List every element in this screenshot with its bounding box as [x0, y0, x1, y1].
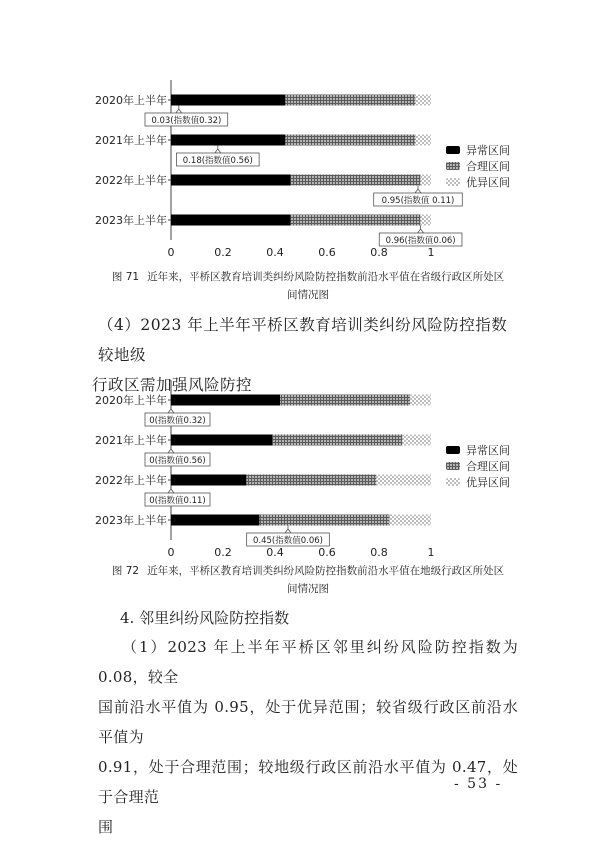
legend-swatch [446, 478, 460, 486]
x-tick-label: 0.6 [318, 246, 336, 259]
data-label: 0.45(指数值0.06) [253, 536, 323, 546]
data-label: 0.18(指数值0.56) [182, 156, 253, 166]
x-tick-label: 1 [427, 246, 435, 259]
legend-swatch [446, 446, 460, 454]
callout-arrow [418, 229, 424, 233]
paragraph-1-line4: 围 [98, 818, 114, 836]
data-label: 0(指数值0.56) [149, 456, 206, 466]
heading-4-line2: 行政区需加强风险防控 [92, 376, 253, 394]
legend-label: 优异区间 [466, 176, 510, 189]
bar-segment [389, 515, 431, 526]
callout-arrow [168, 449, 174, 453]
bar-segment [280, 395, 410, 406]
category-label: 2023年上半年 [95, 214, 167, 227]
bar-segment [376, 475, 431, 486]
legend-label: 合理区间 [466, 460, 510, 473]
bar-segment [285, 95, 415, 106]
x-tick-label: 0.8 [370, 246, 388, 259]
callout-arrow [168, 489, 174, 493]
chart-figure-71 [0, 80, 600, 270]
callout-arrow [215, 149, 221, 153]
data-label: 0.03(指数值0.32) [151, 116, 222, 126]
figure-72-caption [88, 562, 528, 598]
category-label: 2022年上半年 [95, 474, 167, 487]
bar-segment [415, 135, 431, 146]
bar-segment [259, 515, 389, 526]
bar-segment [171, 215, 291, 226]
page-number: - 53 - [454, 776, 503, 792]
paragraph-1-line1: （1）2023 年上半年平桥区邻里纠纷风险防控指数为 0.08，较全 [98, 638, 518, 686]
bar-segment [421, 215, 431, 226]
data-label: 0.96(指数值0.06) [385, 236, 456, 246]
bar-segment [415, 95, 431, 106]
bar-segment [272, 435, 402, 446]
callout-arrow [415, 189, 421, 193]
bar-segment [291, 175, 421, 186]
figure-72-caption-line2: 间情况图 [287, 583, 329, 595]
bar-segment [171, 475, 246, 486]
x-tick-label: 0 [167, 246, 175, 259]
figure-71-number: 图 71 [111, 271, 140, 283]
figure-71-caption-line1: 近年来，平桥区教育培训类纠纷风险防控指数前沿水平值在省级行政区所处区 [147, 271, 505, 283]
x-tick-label: 0.4 [266, 246, 284, 259]
paragraph-1-line2: 国前沿水平值为 0.95，处于优异范围；较省级行政区前沿水平值为 [98, 698, 518, 746]
section-4-title: 4. 邻里纠纷风险防控指数 [120, 609, 290, 627]
legend-swatch [446, 162, 460, 170]
category-label: 2022年上半年 [95, 174, 167, 187]
legend-swatch [446, 146, 460, 154]
category-label: 2023年上半年 [95, 514, 167, 527]
x-tick-label: 0 [167, 546, 175, 559]
callout-arrow [285, 529, 291, 533]
callout-arrow [176, 109, 182, 113]
bar-segment [171, 95, 285, 106]
data-label: 0.95(指数值 0.11) [381, 196, 455, 206]
paragraph-1 [98, 632, 518, 842]
category-label: 2021年上半年 [95, 134, 167, 147]
category-label: 2021年上半年 [95, 434, 167, 447]
data-label: 0(指数值0.32) [149, 416, 206, 426]
category-label: 2020年上半年 [95, 94, 167, 107]
bar-segment [421, 175, 431, 186]
x-tick-label: 0.2 [214, 246, 232, 259]
bar-segment [171, 435, 272, 446]
figure-71-caption-line2: 间情况图 [287, 289, 329, 301]
x-tick-label: 0.6 [318, 546, 336, 559]
bar-segment [171, 175, 291, 186]
bar-segment [285, 135, 415, 146]
chart-figure-72 [0, 380, 600, 570]
category-label: 2020年上半年 [95, 394, 167, 407]
legend-label: 合理区间 [466, 160, 510, 173]
legend-swatch [446, 178, 460, 186]
x-tick-label: 1 [427, 546, 435, 559]
legend-label: 优异区间 [466, 476, 510, 489]
heading-4-line1: （4）2023 年上半年平桥区教育培训类纠纷风险防控指数较地级 [98, 316, 508, 364]
x-tick-label: 0.8 [370, 546, 388, 559]
bar-segment [291, 215, 421, 226]
bar-segment [171, 395, 280, 406]
figure-72-number: 图 72 [111, 565, 140, 577]
bar-segment [402, 435, 431, 446]
paragraph-1-line3: 0.91，处于合理范围；较地级行政区前沿水平值为 0.47，处于合理范 [98, 758, 518, 806]
bar-segment [171, 515, 259, 526]
legend-swatch [446, 462, 460, 470]
x-tick-label: 0.4 [266, 546, 284, 559]
legend-label: 异常区间 [466, 444, 510, 457]
figure-72-caption-line1: 近年来，平桥区教育培训类纠纷风险防控指数前沿水平值在地级行政区所处区 [147, 565, 505, 577]
x-tick-label: 0.2 [214, 546, 232, 559]
legend-label: 异常区间 [466, 144, 510, 157]
data-label: 0(指数值0.11) [149, 496, 206, 506]
figure-71-caption [88, 268, 528, 304]
callout-arrow [168, 409, 174, 413]
bar-segment [246, 475, 376, 486]
bar-segment [171, 135, 285, 146]
bar-segment [410, 395, 431, 406]
